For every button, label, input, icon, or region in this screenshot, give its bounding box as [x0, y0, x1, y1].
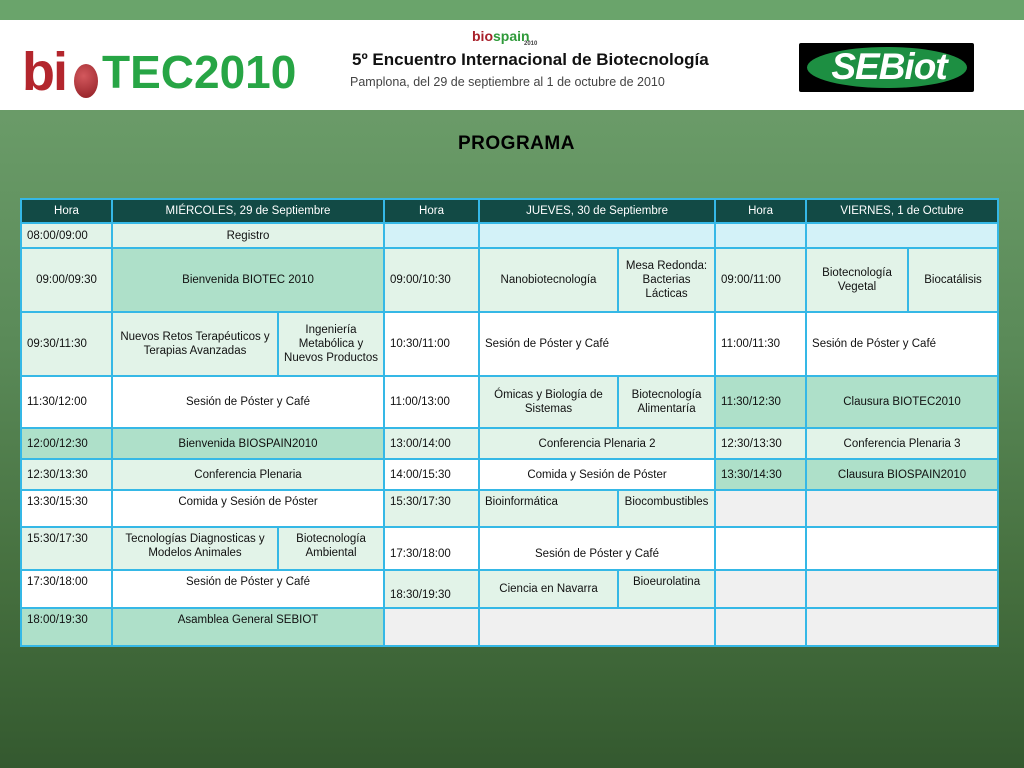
- session-cell: Sesión de Póster y Café: [112, 570, 384, 608]
- session-cell: Bioinformática: [479, 490, 618, 527]
- time-cell: 14:00/15:30: [384, 459, 479, 490]
- session-cell: Nuevos Retos Terapéuticos y Terapias Avanzadas: [112, 312, 278, 376]
- session-cell: Asamblea General SEBIOT: [112, 608, 384, 646]
- session-cell: Clausura BIOTEC2010: [806, 376, 998, 428]
- table-header-row: [21, 199, 998, 223]
- logo-tec-text: TEC2010: [102, 46, 297, 98]
- empty-cell: [806, 570, 998, 608]
- table-row: [21, 223, 998, 248]
- empty-cell: [384, 223, 479, 248]
- session-cell: Biotecnología Ambiental: [278, 527, 384, 570]
- table-row: [21, 459, 998, 490]
- biospain-bio-text: bio: [472, 28, 493, 44]
- empty-cell: [715, 223, 806, 248]
- session-cell: Mesa Redonda: Bacterias Lácticas: [618, 248, 715, 312]
- session-cell: Sesión de Póster y Café: [479, 527, 715, 570]
- session-cell: Nanobiotecnología: [479, 248, 618, 312]
- page-title: PROGRAMA: [458, 133, 575, 154]
- session-cell: Clausura BIOSPAIN2010: [806, 459, 998, 490]
- header-hora-thu: Hora: [384, 199, 479, 223]
- session-cell: Biocombustibles: [618, 490, 715, 527]
- time-cell: 17:30/18:00: [384, 527, 479, 570]
- top-strip: [0, 0, 1024, 20]
- time-cell: 13:30/14:30: [715, 459, 806, 490]
- header-friday: VIERNES, 1 de Octubre: [806, 199, 998, 223]
- session-cell: Conferencia Plenaria 2: [479, 428, 715, 459]
- table-row: [21, 376, 998, 428]
- time-cell: 11:30/12:30: [715, 376, 806, 428]
- table-row: [21, 490, 998, 527]
- time-cell: 12:30/13:30: [715, 428, 806, 459]
- logo-red-seed-icon: [74, 64, 98, 98]
- header-wednesday: MIÉRCOLES, 29 de Septiembre: [112, 199, 384, 223]
- sebiot-logo: [799, 43, 974, 92]
- session-cell: Comida y Sesión de Póster: [112, 490, 384, 527]
- session-cell: Bioeurolatina: [618, 570, 715, 608]
- session-cell: Ciencia en Navarra: [479, 570, 618, 608]
- table-row: [21, 527, 998, 570]
- time-cell: 09:00/09:30: [21, 248, 112, 312]
- header-banner: [0, 20, 1024, 110]
- time-cell: 17:30/18:00: [21, 570, 112, 608]
- table-row: [21, 248, 998, 312]
- session-cell: Sesión de Póster y Café: [112, 376, 384, 428]
- session-cell: Conferencia Plenaria 3: [806, 428, 998, 459]
- logo-bi-text: bi: [22, 42, 66, 102]
- table-row: [21, 312, 998, 376]
- empty-cell: [384, 608, 479, 646]
- biospain-year: 2010: [524, 41, 538, 47]
- table-row: [21, 608, 998, 646]
- empty-cell: [806, 223, 998, 248]
- time-cell: 09:00/10:30: [384, 248, 479, 312]
- session-cell: Biocatálisis: [908, 248, 998, 312]
- time-cell: 11:00/13:00: [384, 376, 479, 428]
- empty-cell: [715, 490, 806, 527]
- empty-cell: [715, 570, 806, 608]
- session-cell: Biotecnología Alimentaría: [618, 376, 715, 428]
- time-cell: 12:30/13:30: [21, 459, 112, 490]
- time-cell: 09:30/11:30: [21, 312, 112, 376]
- header-hora-fri: Hora: [715, 199, 806, 223]
- time-cell: 18:30/19:30: [384, 570, 479, 608]
- sebiot-logo-text: SEBiot: [831, 46, 947, 87]
- session-cell: Bienvenida BIOTEC 2010: [112, 248, 384, 312]
- session-cell: Biotecnología Vegetal: [806, 248, 908, 312]
- time-cell: 08:00/09:00: [21, 223, 112, 248]
- biospain-spain-text: spain: [493, 28, 530, 44]
- session-cell: Bienvenida BIOSPAIN2010: [112, 428, 384, 459]
- time-cell: 18:00/19:30: [21, 608, 112, 646]
- time-cell: 12:00/12:30: [21, 428, 112, 459]
- time-cell: 11:30/12:00: [21, 376, 112, 428]
- time-cell: 10:30/11:00: [384, 312, 479, 376]
- session-cell: Ingeniería Metabólica y Nuevos Productos: [278, 312, 384, 376]
- session-cell: Ómicas y Biología de Sistemas: [479, 376, 618, 428]
- time-cell: 15:30/17:30: [384, 490, 479, 527]
- time-cell: 15:30/17:30: [21, 527, 112, 570]
- schedule-table: [20, 198, 999, 647]
- session-cell: Conferencia Plenaria: [112, 459, 384, 490]
- table-row: [21, 428, 998, 459]
- event-subtitle: Pamplona, del 29 de septiembre al 1 de octubre de 2010: [350, 75, 665, 89]
- header-thursday: JUEVES, 30 de Septiembre: [479, 199, 715, 223]
- time-cell: 09:00/11:00: [715, 248, 806, 312]
- session-cell: Tecnologías Diagnosticas y Modelos Animales: [112, 527, 278, 570]
- empty-cell: [806, 608, 998, 646]
- session-cell: Registro: [112, 223, 384, 248]
- empty-cell: [715, 527, 806, 570]
- time-cell: 13:30/15:30: [21, 490, 112, 527]
- empty-cell: [479, 223, 715, 248]
- time-cell: 11:00/11:30: [715, 312, 806, 376]
- event-title: 5º Encuentro Internacional de Biotecnología: [352, 50, 709, 69]
- time-cell: 13:00/14:00: [384, 428, 479, 459]
- empty-cell: [806, 527, 998, 570]
- header-hora-wed: Hora: [21, 199, 112, 223]
- session-cell: Sesión de Póster y Café: [479, 312, 715, 376]
- table-row: [21, 570, 998, 608]
- empty-cell: [479, 608, 715, 646]
- biospain-logo: [472, 28, 538, 47]
- empty-cell: [806, 490, 998, 527]
- session-cell: Sesión de Póster y Café: [806, 312, 998, 376]
- session-cell: Comida y Sesión de Póster: [479, 459, 715, 490]
- biotec2010-logo: [22, 42, 312, 102]
- empty-cell: [715, 608, 806, 646]
